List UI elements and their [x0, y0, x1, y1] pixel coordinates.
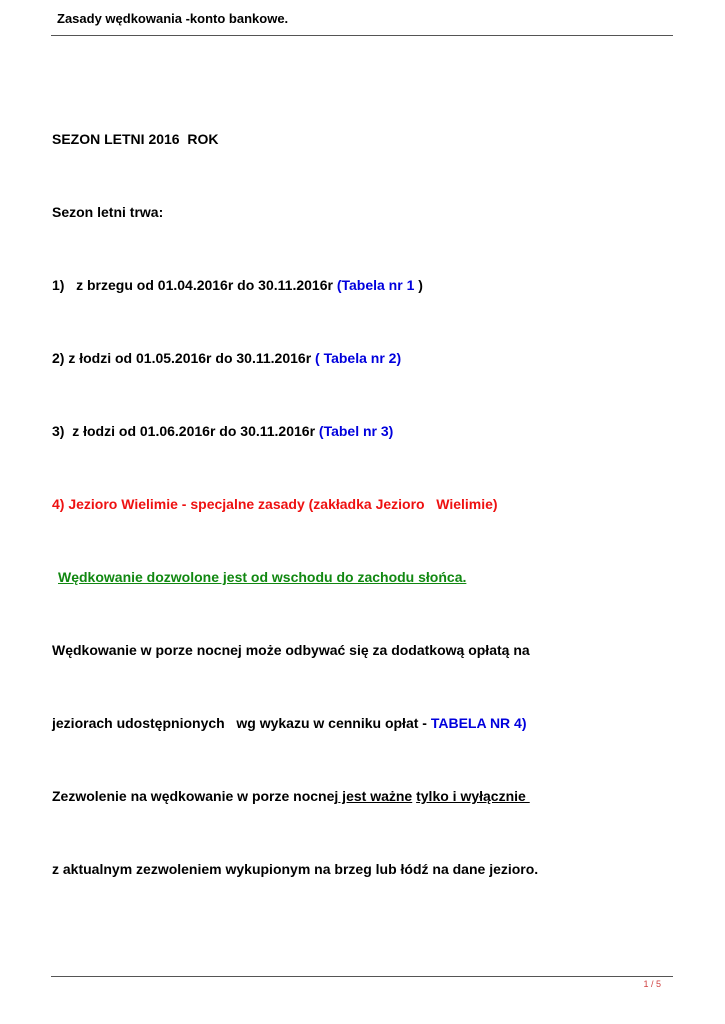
season-item-1-suffix: ): [418, 277, 423, 293]
night-fishing-line-2: [52, 714, 527, 732]
season-item-3: [52, 422, 393, 440]
permit-line-1-text: Zezwolenie na wędkowanie w porze nocnej: [52, 788, 339, 804]
season-item-1: [52, 276, 423, 294]
permit-line-2: z aktualnym zezwoleniem wykupionym na brzeg lub łódź na dane jezioro.: [52, 861, 539, 877]
page-number: 1 / 5: [643, 979, 661, 989]
season-item-3-text: 3) z łodzi od 01.06.2016r do 30.11.2016r: [52, 423, 319, 439]
page-header-title: Zasady wędkowania -konto bankowe.: [57, 11, 289, 26]
night-fishing-line-2-text: jeziorach udostępnionych wg wykazu w cenniku opłat -: [52, 715, 431, 731]
daylight-rule: Wędkowanie dozwolone jest od wschodu do zachodu słońca.: [58, 569, 467, 585]
season-heading: SEZON LETNI 2016 ROK: [52, 131, 219, 147]
season-item-2-text: 2) z łodzi od 01.05.2016r do 30.11.2016r: [52, 350, 316, 366]
header-divider: [51, 35, 673, 36]
table-2-link[interactable]: ( Tabela nr 2): [315, 350, 402, 366]
table-1-link[interactable]: (Tabela nr 1: [336, 277, 419, 293]
season-intro: Sezon letni trwa:: [52, 204, 164, 220]
permit-valid-underlined: jest ważne: [338, 788, 413, 804]
permit-exclusive-underlined: tylko i wyłącznie: [416, 788, 530, 804]
footer-divider: [51, 976, 673, 977]
night-fishing-line-1: Wędkowanie w porze nocnej może odbywać się za dodatkową opłatą na: [52, 642, 530, 658]
season-item-1-text: 1) z brzegu od 01.04.2016r do 30.11.2016r: [52, 277, 337, 293]
permit-line-1: [52, 787, 530, 805]
table-4-link[interactable]: TABELA NR 4): [430, 715, 527, 731]
table-3-link[interactable]: (Tabel nr 3): [318, 423, 394, 439]
season-item-2: [52, 349, 401, 367]
season-item-4: 4) Jezioro Wielimie - specjalne zasady (zakładka Jezioro Wielimie): [52, 496, 498, 512]
